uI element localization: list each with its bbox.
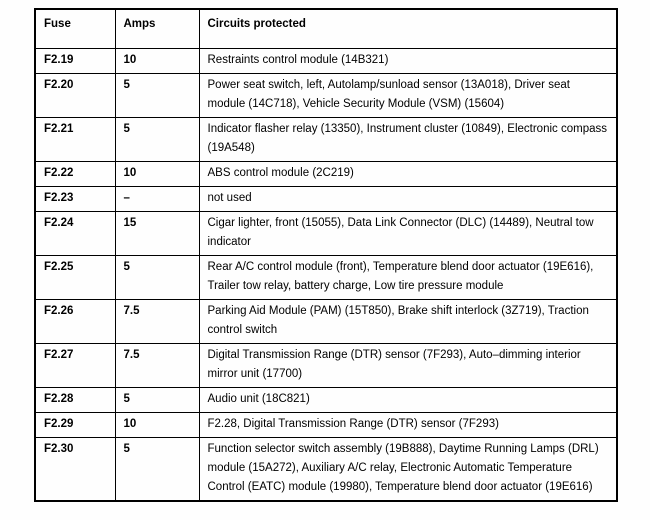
table-row [35,162,617,187]
header-circuits: Circuits protected [199,9,617,49]
amps-cell: 5 [115,256,199,300]
table-row [35,388,617,413]
amps-cell: 5 [115,388,199,413]
amps-cell: 7.5 [115,300,199,344]
amps-cell: 15 [115,212,199,256]
fuse-cell: F2.29 [35,413,115,438]
fuse-cell: F2.25 [35,256,115,300]
header-row [35,9,617,49]
circuits-cell: Rear A/C control module (front), Temperature blend door actuator (19E616), Trailer tow relay, battery charge, Low tire pressure module [199,256,617,300]
table-row [35,413,617,438]
circuits-cell: Audio unit (18C821) [199,388,617,413]
table-row [35,212,617,256]
amps-cell: 5 [115,74,199,118]
fuse-cell: F2.28 [35,388,115,413]
table-row [35,300,617,344]
fuse-cell: F2.20 [35,74,115,118]
table-row [35,344,617,388]
table-row [35,438,617,502]
amps-cell: 5 [115,438,199,502]
amps-cell: 10 [115,49,199,74]
table-row [35,74,617,118]
fuse-cell: F2.22 [35,162,115,187]
circuits-cell: Parking Aid Module (PAM) (15T850), Brake shift interlock (3Z719), Traction control switch [199,300,617,344]
circuits-cell: F2.28, Digital Transmission Range (DTR) sensor (7F293) [199,413,617,438]
table-row [35,187,617,212]
circuits-cell: Indicator flasher relay (13350), Instrument cluster (10849), Electronic compass (19A548) [199,118,617,162]
circuits-cell: Cigar lighter, front (15055), Data Link Connector (DLC) (14489), Neutral tow indicator [199,212,617,256]
circuits-cell: ABS control module (2C219) [199,162,617,187]
circuits-cell: not used [199,187,617,212]
circuits-cell: Digital Transmission Range (DTR) sensor (7F293), Auto–dimming interior mirror unit (17700) [199,344,617,388]
table-row [35,256,617,300]
fuse-cell: F2.21 [35,118,115,162]
table-row [35,118,617,162]
fuse-table-body [35,49,617,502]
fuse-cell: F2.19 [35,49,115,74]
fuse-cell: F2.23 [35,187,115,212]
amps-cell: 7.5 [115,344,199,388]
header-fuse: Fuse [35,9,115,49]
fuse-cell: F2.24 [35,212,115,256]
amps-cell: 10 [115,413,199,438]
fuse-table [34,8,618,502]
header-amps: Amps [115,9,199,49]
amps-cell: 5 [115,118,199,162]
table-row [35,49,617,74]
fuse-cell: F2.30 [35,438,115,502]
amps-cell: – [115,187,199,212]
circuits-cell: Function selector switch assembly (19B888), Daytime Running Lamps (DRL) module (15A272), Auxiliary A/C relay, Electronic Automatic Temperature Control (EATC) module (19980), Temperature blend door actuator (19E616) [199,438,617,502]
fuse-cell: F2.27 [35,344,115,388]
fuse-cell: F2.26 [35,300,115,344]
circuits-cell: Power seat switch, left, Autolamp/sunload sensor (13A018), Driver seat module (14C718), Vehicle Security Module (VSM) (15604) [199,74,617,118]
amps-cell: 10 [115,162,199,187]
circuits-cell: Restraints control module (14B321) [199,49,617,74]
